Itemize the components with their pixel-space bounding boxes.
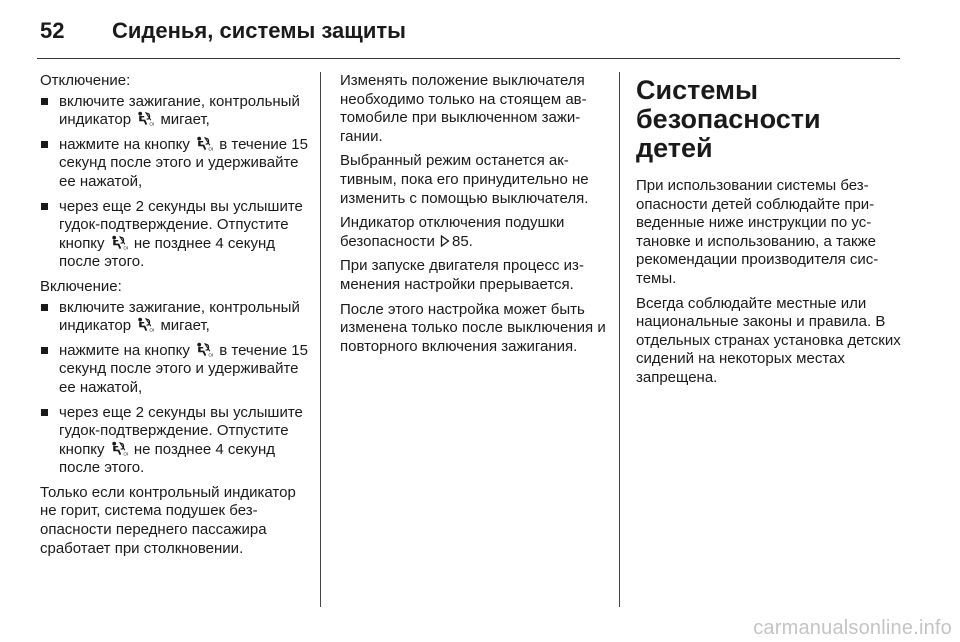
airbag-off-icon <box>137 111 154 126</box>
on-step-2 <box>40 342 312 398</box>
header-rule <box>37 58 900 59</box>
off-step-2-text-after: в течение 15 секунд после этого и удерживайте ее нажатой, <box>59 135 308 190</box>
airbag-off-icon <box>196 342 213 357</box>
column-right <box>636 72 902 394</box>
paragraph-engine-start: При запуске двигателя процесс изменения настройки прерывается. <box>340 257 584 293</box>
airbag-off-icon <box>137 317 154 332</box>
paragraph-change-after: После этого настройка может быть изменена только после выключения и повторного включения зажигания. <box>340 300 606 355</box>
page-reference-link[interactable]: 85. <box>452 232 473 250</box>
off-step-1 <box>40 93 312 130</box>
on-step-1-text: включите зажигание, контрольный индикатор <box>59 298 300 335</box>
off-step-3-text: через еще 2 секунды вы услышите гудок-подтверждение. Отпустите кнопку <box>59 197 303 252</box>
airbag-off-icon <box>111 441 128 456</box>
on-step-3-text: через еще 2 секунды вы услышите гудок-подтверждение. Отпустите кнопку <box>59 403 303 458</box>
airbag-off-icon <box>196 136 213 151</box>
off-step-3-text-after: не позднее 4 секунд после этого. <box>59 234 276 271</box>
page-header <box>40 18 406 48</box>
off-step-3 <box>40 198 312 272</box>
paragraph-child-safety: При использовании системы безопасности детей соблюдайте приведенные ниже инструкции по установке и использованию, а также рекомендации производителя системы. <box>636 177 879 287</box>
paragraph-switch-position: Изменять положение выключателя необходимо только на стоящем автомобиле при выключенном зажигании. <box>340 72 587 145</box>
on-step-3 <box>40 404 312 478</box>
airbag-off-icon <box>111 235 128 250</box>
on-step-3-text-after: не позднее 4 секунд после этого. <box>59 440 276 477</box>
page-number: 52 <box>40 18 65 43</box>
page-title: Сиденья, системы защиты <box>112 18 406 43</box>
off-steps-list <box>40 93 312 272</box>
off-label: Отключение: <box>40 72 131 89</box>
indicator-ref-text: Индикатор отключения подушки безопасности <box>340 214 565 250</box>
on-step-1-text-after: мигает, <box>160 317 210 335</box>
on-steps-list <box>40 299 312 478</box>
on-label: Включение: <box>40 277 122 295</box>
paragraph-indicator-ref <box>340 214 608 251</box>
column-left <box>40 72 312 564</box>
on-step-2-text-after: в течение 15 секунд после этого и удерживайте ее нажатой, <box>59 341 308 396</box>
paragraph-local-laws: Всегда соблюдайте местные или национальные законы и правила. В отдельных странах установка детских сидений на некоторых местах запрещена. <box>636 294 901 386</box>
column-middle <box>340 72 608 362</box>
off-step-1-text: включите зажигание, контрольный индикатор <box>59 92 300 129</box>
paragraph-mode-active: Выбранный режим останется активным, пока его принудительно не изменить с помощью выключателя. <box>340 152 589 207</box>
off-step-2-text: нажмите на кнопку <box>59 135 190 153</box>
watermark: carmanualsonline.info <box>753 617 952 639</box>
section-heading: Системы безопасности детей <box>636 75 821 163</box>
final-paragraph: Только если контрольный индикатор не горит, система подушек безопасности переднего пассажира сработает при столкновении. <box>40 483 296 557</box>
page-reference-icon <box>440 235 450 247</box>
off-step-1-text-after: мигает, <box>160 111 210 129</box>
off-step-2 <box>40 136 312 192</box>
on-step-2-text: нажмите на кнопку <box>59 341 190 359</box>
on-step-1 <box>40 299 312 336</box>
column-divider <box>619 72 620 607</box>
column-divider <box>320 72 321 607</box>
